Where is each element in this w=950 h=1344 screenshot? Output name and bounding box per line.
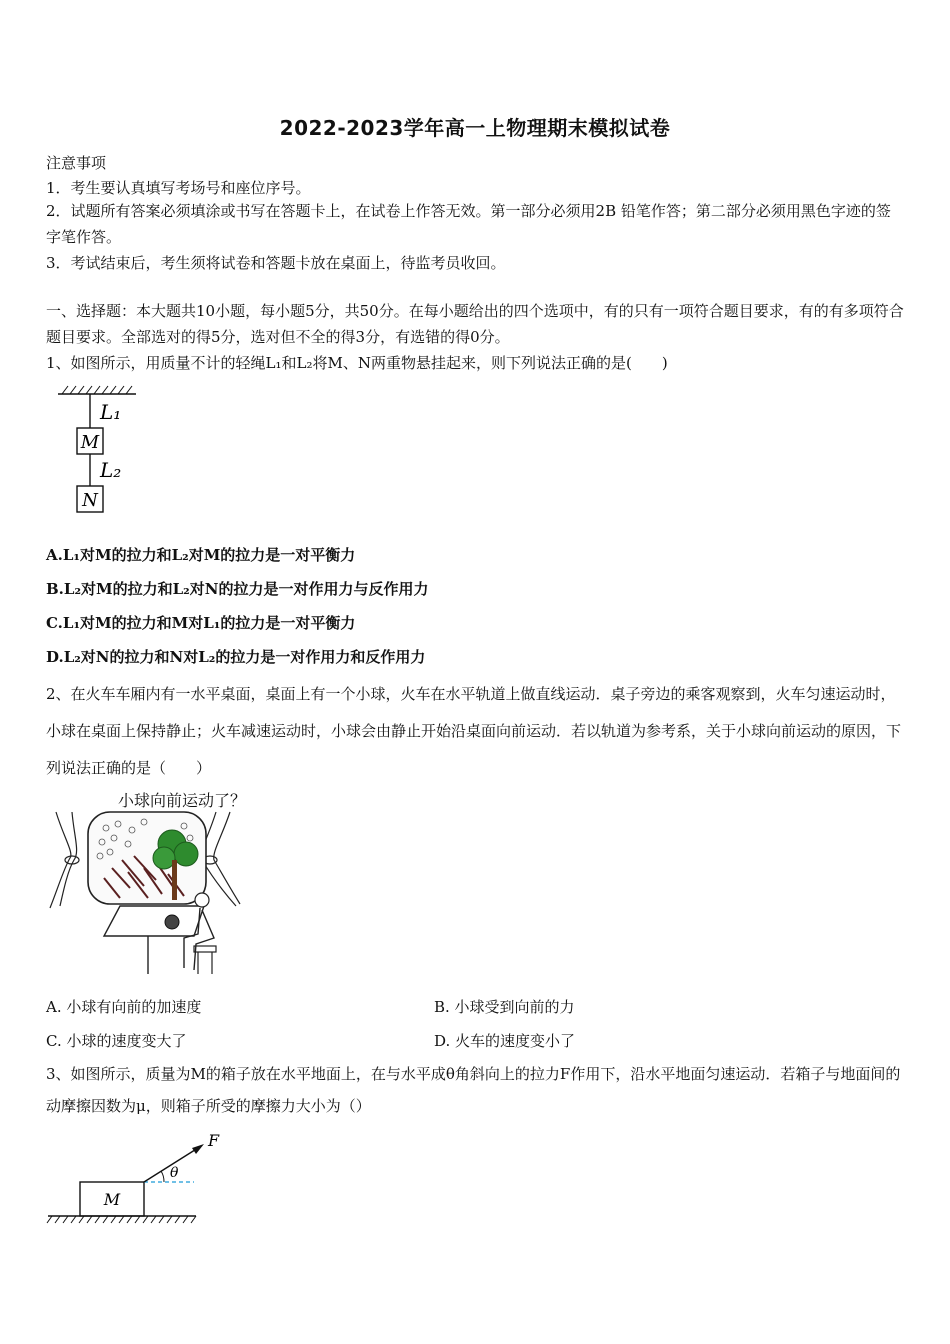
notice-item-2: 2．试题所有答案必须填涂或书写在答题卡上，在试卷上作答无效。第一部分必须用2B 铅笔作答；第二部分必须用黑色字迹的签字笔作答。 [46, 202, 891, 246]
question-2-option-b: B. 小球受到向前的力 [434, 998, 575, 1016]
question-1-stem: 1、如图所示，用质量不计的轻绳L₁和L₂将M、N两重物悬挂起来，则下列说法正确的是( ) [46, 354, 668, 372]
notice-item-1: 1．考生要认真填写考场号和座位序号。 [46, 179, 311, 197]
label-force-f: F [208, 1131, 220, 1150]
label-box-m: M [103, 1190, 121, 1209]
label-l1: L₁ [100, 400, 122, 424]
question-2-option-d: D. 火车的速度变小了 [434, 1032, 576, 1050]
question-3-figure [46, 1130, 220, 1226]
section-instructions: 一、选择题：本大题共10小题，每小题5分，共50分。在每小题给出的四个选项中，有的只有一项符合题目要求，有的有多项符合题目要求。全部选对的得5分，选对但不全的得3分，有选错的得0分。 [46, 302, 904, 346]
label-theta: θ [170, 1165, 179, 1181]
notice-item-3: 3．考试结束后，考生须将试卷和答题卡放在桌面上，待监考员收回。 [46, 254, 506, 272]
question-1-option-d: D.L₂对N的拉力和N对L₂的拉力是一对作用力和反作用力 [46, 648, 426, 666]
question-3-stem: 3、如图所示，质量为M的箱子放在水平地面上，在与水平成θ角斜向上的拉力F作用下，沿水平地面匀速运动．若箱子与地面间的动摩擦因数为μ，则箱子所受的摩擦力大小为（） [46, 1065, 901, 1115]
question-2-stem: 2、在火车车厢内有一水平桌面，桌面上有一个小球，火车在水平轨道上做直线运动．桌子旁边的乘客观察到，火车匀速运动时，小球在桌面上保持静止；火车减速运动时，小球会由静止开始沿桌面向前运动．若以轨道为参考系，关于小球向前运动的原因，下列说法正确的是（ ） [46, 685, 902, 777]
page-title: 2022-2023学年高一上物理期末模拟试卷 [279, 116, 671, 140]
question-2-figure [44, 808, 244, 980]
label-l2: L₂ [100, 458, 122, 482]
question-1-option-b: B.L₂对M的拉力和L₂对N的拉力是一对作用力与反作用力 [46, 580, 429, 598]
question-1-option-a: A.L₁对M的拉力和L₂对M的拉力是一对平衡力 [46, 546, 356, 564]
label-m: M [80, 432, 100, 453]
question-2-option-c: C. 小球的速度变大了 [46, 1032, 187, 1050]
notice-heading: 注意事项 [46, 154, 107, 172]
question-2-figure-caption: 小球向前运动了？ [118, 791, 247, 810]
question-1-figure [52, 384, 152, 520]
label-n: N [82, 490, 98, 511]
question-1-option-c: C.L₁对M的拉力和M对L₁的拉力是一对平衡力 [46, 614, 356, 632]
question-2-option-a: A. 小球有向前的加速度 [46, 998, 202, 1016]
